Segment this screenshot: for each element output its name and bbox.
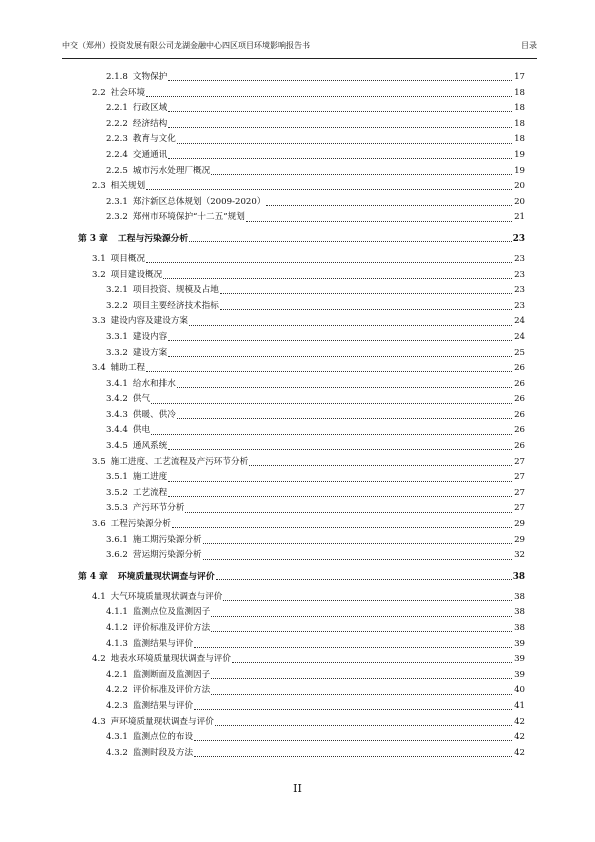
- toc-entry-title: 建设内容: [132, 331, 168, 342]
- dot-leader: [220, 309, 512, 310]
- dot-leader: [168, 356, 512, 357]
- toc-entry-page: 19: [514, 149, 525, 160]
- toc-entry-page: 24: [514, 331, 525, 342]
- dot-leader: [215, 725, 512, 726]
- toc-entry-number: 2.2.5: [106, 165, 128, 176]
- dot-leader: [146, 96, 512, 97]
- toc-entry-page: 40: [514, 685, 525, 696]
- toc-entry[interactable]: [78, 439, 525, 455]
- toc-entry-number: 3.6.1: [106, 534, 128, 545]
- toc-entry[interactable]: [78, 195, 525, 211]
- dot-leader: [168, 481, 512, 482]
- table-of-contents: [78, 70, 525, 761]
- toc-entry-title: 监测断面及监测因子: [132, 669, 211, 680]
- page-header: [62, 40, 537, 59]
- toc-entry-page: 18: [514, 87, 525, 98]
- dot-leader: [168, 80, 512, 81]
- toc-entry-number: 3.4.4: [106, 425, 128, 436]
- toc-entry-number: 3.2.2: [106, 300, 128, 311]
- toc-entry-number: 3.2.1: [106, 285, 128, 296]
- toc-entry-number: 3.3: [92, 316, 106, 327]
- toc-entry-number: 2.1.8: [106, 72, 128, 82]
- toc-entry-number: 2.2.3: [106, 134, 128, 145]
- toc-entry-title: 给水和排水: [132, 378, 176, 389]
- toc-entry[interactable]: [78, 501, 525, 517]
- toc-entry-title: 施工进度: [132, 472, 168, 483]
- toc-entry[interactable]: [78, 423, 525, 439]
- dot-leader: [177, 143, 512, 144]
- dot-leader: [194, 647, 512, 648]
- toc-entry-number: 4.2.2: [106, 685, 128, 696]
- toc-entry-number: 4.3.1: [106, 732, 128, 743]
- toc-entry[interactable]: [78, 683, 525, 699]
- dot-leader: [211, 616, 512, 617]
- toc-entry-title: 项目主要经济技术指标: [132, 300, 219, 311]
- toc-chapter-entry[interactable]: [78, 564, 525, 590]
- toc-entry[interactable]: [78, 86, 525, 102]
- toc-entry[interactable]: [78, 314, 525, 330]
- toc-entry-number: 4.3: [92, 716, 106, 727]
- toc-entry[interactable]: [78, 517, 525, 533]
- toc-entry[interactable]: [78, 715, 525, 731]
- toc-chapter-entry[interactable]: [78, 226, 525, 252]
- toc-entry-title: 声环境质量现状调查与评价: [110, 716, 214, 727]
- toc-entry-title: 产污环节分析: [132, 503, 185, 514]
- toc-entry[interactable]: [78, 652, 525, 668]
- toc-entry-number: 3.5.1: [106, 472, 128, 483]
- toc-entry-page: 25: [514, 347, 525, 358]
- toc-entry-number: 4.2.3: [106, 700, 128, 711]
- toc-entry-number: 3.4.5: [106, 441, 128, 452]
- dot-leader: [151, 434, 512, 435]
- toc-entry-number: 3.4.2: [106, 394, 128, 405]
- toc-entry-title: 辅助工程: [110, 363, 146, 374]
- toc-entry[interactable]: [78, 377, 525, 393]
- toc-entry-title: 地表水环境质量现状调查与评价: [110, 654, 231, 665]
- toc-entry-number: 3.4: [92, 363, 106, 374]
- section-label: 目录: [521, 41, 537, 50]
- toc-entry-number: 3.4.3: [106, 409, 128, 420]
- toc-entry[interactable]: [78, 548, 525, 564]
- dot-leader: [246, 221, 512, 222]
- toc-entry[interactable]: [78, 268, 525, 284]
- toc-entry-number: 3.5.2: [106, 487, 128, 498]
- toc-entry[interactable]: [78, 117, 525, 133]
- toc-entry-page: 38: [514, 623, 525, 633]
- toc-entry-number: 2.2.4: [106, 149, 128, 160]
- toc-entry-page: 26: [514, 409, 525, 420]
- toc-entry-page: 26: [514, 394, 525, 405]
- toc-entry-number: 4.1: [92, 591, 106, 602]
- toc-entry-title: 工程污染源分析: [110, 519, 171, 530]
- toc-entry-page: 17: [514, 72, 525, 82]
- toc-entry-title: 郑汴新区总体规划（2009-2020）: [132, 196, 266, 207]
- toc-entry-number: 3.2: [92, 269, 106, 280]
- toc-entry[interactable]: [78, 590, 525, 606]
- dot-leader: [223, 600, 512, 601]
- toc-entry-title: 项目概况: [110, 253, 146, 264]
- toc-entry-number: 3.3.2: [106, 347, 128, 358]
- toc-entry-title: 工艺流程: [132, 487, 168, 498]
- toc-entry-title: 施工期污染源分析: [132, 534, 202, 545]
- toc-entry-page: 24: [514, 316, 525, 327]
- toc-entry-page: 39: [514, 638, 525, 649]
- toc-entry-title: 经济结构: [132, 118, 168, 129]
- dot-leader: [168, 127, 512, 128]
- dot-leader: [216, 579, 512, 580]
- toc-entry-number: 3.4.1: [106, 378, 128, 389]
- dot-leader: [266, 205, 512, 206]
- toc-entry-title: 项目建设概况: [110, 269, 163, 280]
- toc-entry-title: 监测时段及方法: [132, 747, 194, 758]
- dot-leader: [168, 449, 512, 450]
- toc-entry-title: 郑州市环境保护“十二五”规划: [132, 212, 245, 223]
- toc-entry-number: 4.1.1: [106, 607, 128, 618]
- toc-entry-page: 42: [514, 732, 525, 743]
- toc-entry-page: 38: [514, 607, 525, 618]
- dot-leader: [211, 678, 512, 679]
- toc-entry[interactable]: [78, 699, 525, 715]
- toc-entry-title: 环境质量现状调查与评价: [117, 571, 215, 582]
- toc-entry-number: 2.2.2: [106, 118, 128, 129]
- toc-entry-title: 行政区域: [132, 103, 168, 114]
- toc-entry[interactable]: [78, 361, 525, 377]
- toc-entry-number: 第 3 章: [78, 233, 108, 244]
- toc-entry-title: 建设方案: [132, 347, 168, 358]
- toc-entry-number: 2.2: [92, 87, 106, 98]
- dot-leader: [203, 543, 512, 544]
- toc-entry-number: 2.2.1: [106, 103, 128, 114]
- toc-entry-page: 18: [514, 118, 525, 129]
- toc-entry[interactable]: [78, 408, 525, 424]
- toc-entry-number: 4.1.3: [106, 638, 128, 649]
- toc-entry-number: 3.1: [92, 253, 106, 264]
- toc-entry-page: 26: [514, 441, 525, 452]
- toc-entry-title: 评价标准及评价方法: [132, 623, 211, 633]
- toc-entry-title: 交通通讯: [132, 149, 168, 160]
- toc-entry-title: 项目投资、规模及占地: [132, 285, 219, 296]
- toc-entry[interactable]: [78, 668, 525, 684]
- toc-entry-title: 城市污水处理厂概况: [132, 165, 211, 176]
- toc-entry-number: 3.5.3: [106, 503, 128, 514]
- page-number: II: [293, 782, 302, 795]
- toc-entry[interactable]: [78, 392, 525, 408]
- dot-leader: [211, 631, 512, 632]
- dot-leader: [168, 340, 512, 341]
- toc-entry-number: 4.2: [92, 654, 106, 665]
- toc-entry-page: 39: [514, 669, 525, 680]
- toc-entry-title: 监测结果与评价: [132, 700, 194, 711]
- dot-leader: [168, 496, 512, 497]
- toc-entry-page: 42: [514, 747, 525, 758]
- toc-entry-page: 29: [514, 534, 525, 545]
- toc-entry-number: 4.3.2: [106, 747, 128, 758]
- toc-entry-page: 20: [514, 196, 525, 207]
- dot-leader: [168, 111, 512, 112]
- toc-entry[interactable]: [78, 330, 525, 346]
- toc-entry-title: 供气: [132, 394, 151, 405]
- toc-entry-page: 29: [514, 519, 525, 530]
- toc-entry[interactable]: [78, 486, 525, 502]
- toc-entry-page: 23: [514, 253, 525, 264]
- toc-entry-number: 3.6.2: [106, 550, 128, 561]
- toc-entry-title: 教育与文化: [132, 134, 176, 145]
- toc-entry[interactable]: [78, 637, 525, 653]
- toc-entry[interactable]: [78, 132, 525, 148]
- document-title: 中交（郑州）投资发展有限公司龙湖金融中心四区项目环境影响报告书: [62, 41, 310, 50]
- dot-leader: [211, 694, 512, 695]
- dot-leader: [151, 403, 512, 404]
- toc-entry-number: 3.6: [92, 519, 106, 530]
- toc-entry-page: 32: [514, 550, 525, 561]
- dot-leader: [177, 418, 512, 419]
- toc-entry-title: 大气环境质量现状调查与评价: [110, 591, 223, 602]
- toc-entry[interactable]: [78, 605, 525, 621]
- dot-leader: [146, 262, 512, 263]
- toc-entry-title: 监测结果与评价: [132, 638, 194, 649]
- toc-entry-page: 23: [512, 233, 525, 244]
- toc-entry-page: 27: [514, 472, 525, 483]
- toc-entry[interactable]: [78, 148, 525, 164]
- toc-entry-number: 2.3: [92, 181, 106, 192]
- toc-entry-title: 社会环境: [110, 87, 146, 98]
- toc-entry-title: 工程与污染源分析: [117, 233, 189, 244]
- toc-entry-page: 27: [514, 487, 525, 498]
- toc-entry-page: 26: [514, 378, 525, 389]
- toc-entry[interactable]: [78, 179, 525, 195]
- toc-entry[interactable]: [78, 730, 525, 746]
- toc-entry-page: 26: [514, 363, 525, 374]
- toc-entry-page: 18: [514, 134, 525, 145]
- toc-entry[interactable]: [78, 252, 525, 268]
- dot-leader: [249, 465, 512, 466]
- toc-entry-number: 3.3.1: [106, 331, 128, 342]
- toc-entry-page: 27: [514, 503, 525, 514]
- toc-entry-number: 3.5: [92, 456, 106, 467]
- dot-leader: [232, 662, 512, 663]
- toc-entry[interactable]: [78, 621, 525, 637]
- dot-leader: [146, 371, 512, 372]
- dot-leader: [146, 189, 512, 190]
- dot-leader: [168, 158, 512, 159]
- toc-entry-number: 第 4 章: [78, 571, 108, 582]
- toc-entry-page: 21: [514, 212, 525, 223]
- toc-entry-page: 23: [514, 285, 525, 296]
- toc-entry-title: 评价标准及评价方法: [132, 685, 211, 696]
- toc-entry-number: 4.1.2: [106, 623, 128, 633]
- toc-entry-number: 2.3.1: [106, 196, 128, 207]
- toc-entry-page: 23: [514, 300, 525, 311]
- toc-entry-page: 19: [514, 165, 525, 176]
- toc-entry[interactable]: [78, 283, 525, 299]
- dot-leader: [177, 387, 512, 388]
- toc-entry-number: 4.2.1: [106, 669, 128, 680]
- toc-entry-title: 建设内容及建设方案: [110, 316, 189, 327]
- toc-entry-number: 2.3.2: [106, 212, 128, 223]
- toc-entry[interactable]: [78, 299, 525, 315]
- dot-leader: [194, 756, 512, 757]
- toc-entry-title: 监测点位及监测因子: [132, 607, 211, 618]
- toc-entry-page: 20: [514, 181, 525, 192]
- toc-entry-title: 文物保护: [132, 72, 168, 82]
- toc-entry[interactable]: [78, 101, 525, 117]
- toc-entry[interactable]: [78, 746, 525, 762]
- toc-entry[interactable]: [78, 210, 525, 226]
- toc-entry-title: 监测点位的布设: [132, 732, 194, 743]
- toc-entry-page: 18: [514, 103, 525, 114]
- toc-entry-page: 38: [514, 591, 525, 602]
- dot-leader: [189, 325, 512, 326]
- toc-entry-title: 通风系统: [132, 441, 168, 452]
- toc-entry[interactable]: [78, 70, 525, 86]
- toc-entry[interactable]: [78, 533, 525, 549]
- toc-entry[interactable]: [78, 346, 525, 362]
- toc-entry-title: 供暖、供冷: [132, 409, 176, 420]
- dot-leader: [211, 174, 512, 175]
- toc-entry[interactable]: [78, 470, 525, 486]
- dot-leader: [220, 293, 512, 294]
- dot-leader: [189, 241, 512, 242]
- toc-entry-page: 38: [512, 571, 525, 582]
- toc-entry-title: 施工进度、工艺流程及产污环节分析: [110, 456, 249, 467]
- toc-entry-page: 39: [514, 654, 525, 665]
- toc-entry-title: 相关规划: [110, 181, 146, 192]
- dot-leader: [172, 527, 512, 528]
- dot-leader: [163, 278, 512, 279]
- toc-entry-page: 26: [514, 425, 525, 436]
- toc-entry[interactable]: [78, 164, 525, 180]
- toc-entry-page: 23: [514, 269, 525, 280]
- toc-entry[interactable]: [78, 455, 525, 471]
- dot-leader: [203, 559, 512, 560]
- toc-entry-page: 41: [514, 700, 525, 711]
- toc-entry-page: 27: [514, 456, 525, 467]
- toc-entry-page: 42: [514, 716, 525, 727]
- toc-entry-title: 供电: [132, 425, 151, 436]
- dot-leader: [185, 512, 512, 513]
- toc-entry-title: 营运期污染源分析: [132, 550, 202, 561]
- dot-leader: [194, 740, 512, 741]
- dot-leader: [194, 709, 512, 710]
